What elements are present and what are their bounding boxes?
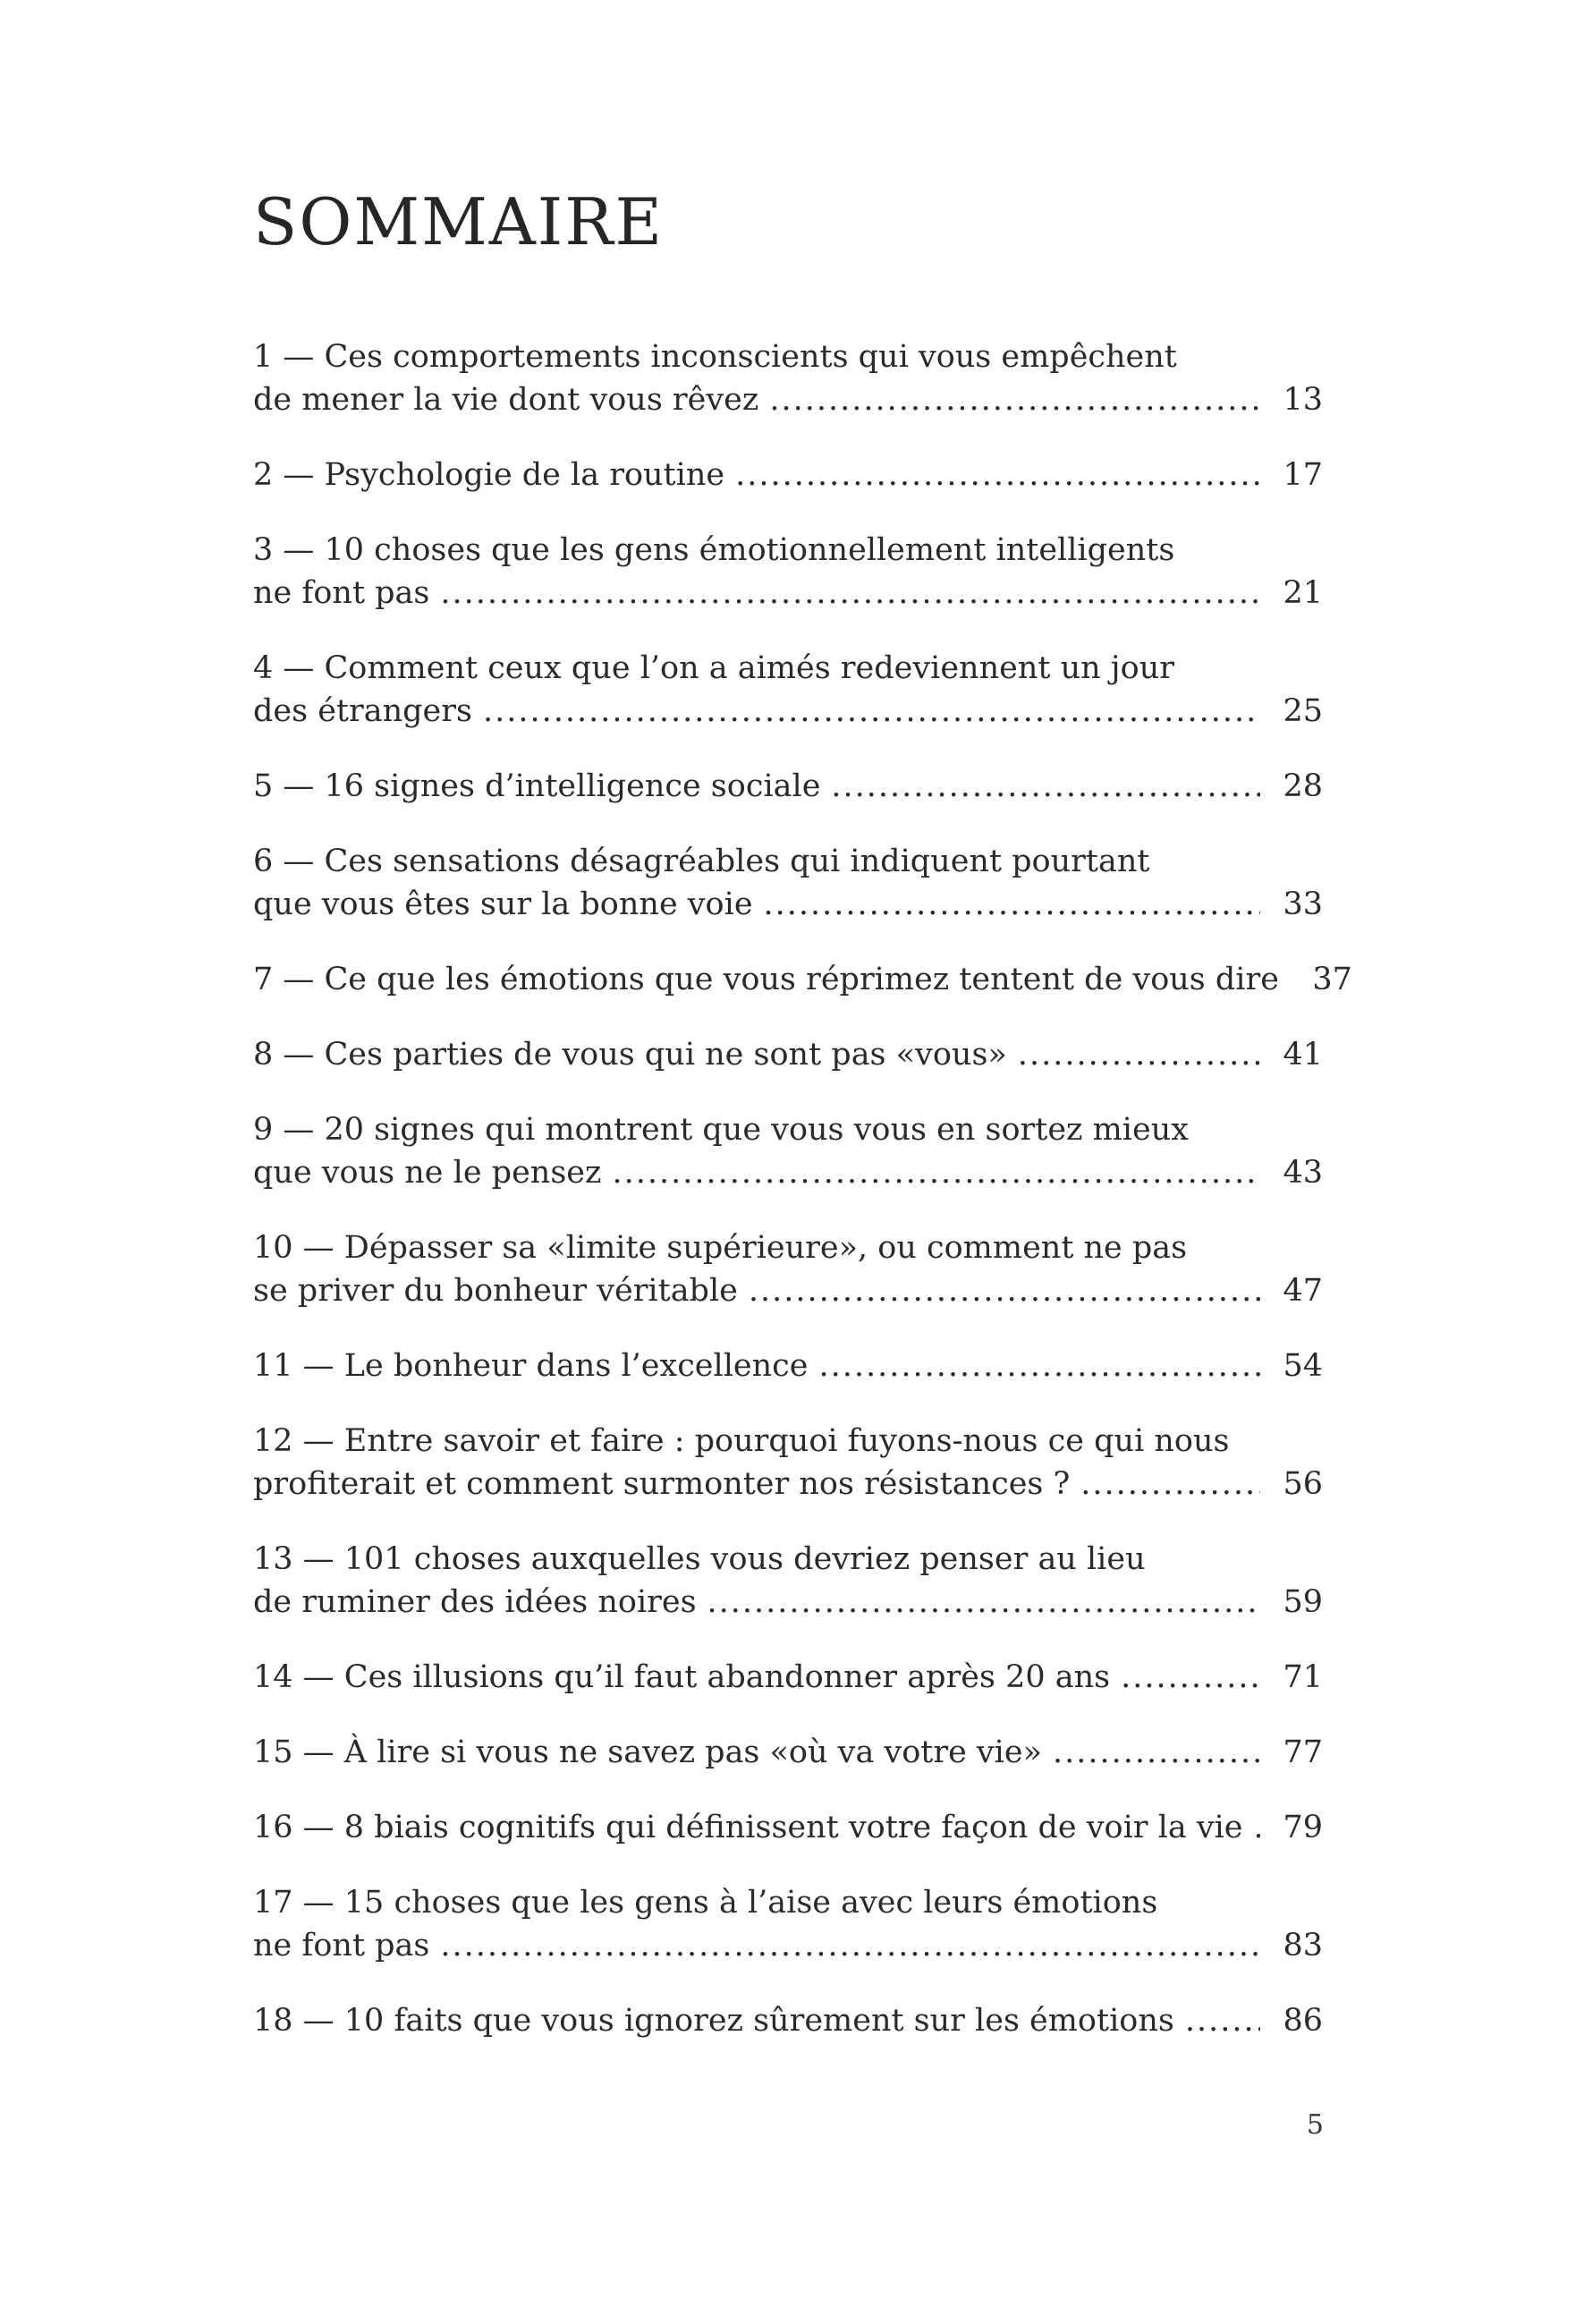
toc-entry-last-line [253, 1151, 1323, 1194]
toc-page-number: 25 [1283, 693, 1323, 729]
dot-leader [483, 690, 1260, 733]
dot-leader [440, 572, 1260, 615]
toc-entry-title-line: 14 — Ces illusions qu’il faut abandonner après 20 ans [253, 1659, 1111, 1695]
dot-leader [749, 1269, 1260, 1312]
toc-entry-title-line: 2 — Psychologie de la routine [253, 457, 725, 493]
dot-leader [769, 378, 1260, 421]
toc-entry-title-line: 18 — 10 faits que vous ignorez sûrement sur les émotions [253, 2003, 1174, 2039]
toc-entry[interactable] [253, 1420, 1323, 1506]
toc-entry-last-line [253, 1924, 1323, 1967]
toc-entry[interactable] [253, 1538, 1323, 1624]
toc-entry-title-line: 15 — À lire si vous ne savez pas «où va votre vie» [253, 1735, 1043, 1770]
toc-page-number: 21 [1283, 575, 1323, 611]
toc-entry-last-line [253, 572, 1323, 615]
toc-entry[interactable] [253, 1731, 1323, 1774]
page-title: SOMMAIRE [253, 184, 665, 259]
toc-entry-last-line [253, 1731, 1323, 1774]
toc-entry-title-line: 11 — Le bonheur dans l’excellence [253, 1348, 809, 1384]
toc-entry-last-line [253, 1033, 1323, 1076]
toc-entry[interactable] [253, 1881, 1323, 1967]
toc-entry-last-line [253, 1999, 1323, 2042]
toc-entry-title-line: 12 — Entre savoir et faire : pourquoi fuyons-nous ce qui nous [253, 1423, 1230, 1459]
toc-page-number: 37 [1312, 962, 1352, 997]
toc-entry-title-line: 9 — 20 signes qui montrent que vous vous en sortez mieux [253, 1112, 1189, 1148]
toc-page-number: 71 [1283, 1659, 1323, 1695]
toc-page-number: 59 [1283, 1584, 1323, 1620]
toc-page-number: 41 [1283, 1037, 1323, 1073]
toc-entry[interactable] [253, 647, 1323, 733]
dot-leader [1053, 1731, 1260, 1774]
toc-entry-last-line [253, 765, 1323, 808]
toc-entry-title-line: des étrangers [253, 693, 472, 729]
toc-entry[interactable] [253, 454, 1323, 496]
toc-entry[interactable] [253, 1806, 1323, 1849]
dot-leader [1254, 1806, 1260, 1849]
dot-leader [818, 1344, 1260, 1387]
page-number: 5 [1306, 2109, 1324, 2141]
toc-entry-last-line [253, 1269, 1323, 1312]
dot-leader [440, 1924, 1260, 1967]
dot-leader [1121, 1656, 1260, 1699]
toc-entry-last-line [253, 378, 1323, 421]
toc-page-number: 77 [1283, 1735, 1323, 1770]
toc-entry-title-line: de mener la vie dont vous rêvez [253, 382, 759, 418]
toc-entry-last-line [253, 690, 1323, 733]
dot-leader [735, 454, 1260, 496]
toc-entry-title-line: 16 — 8 biais cognitifs qui définissent votre façon de voir la vie [253, 1810, 1243, 1845]
toc-page-number: 79 [1283, 1810, 1323, 1845]
toc-entry-title-line: de ruminer des idées noires [253, 1584, 697, 1620]
toc-entry-title-line: 10 — Dépasser sa «limite supérieure», ou comment ne pas [253, 1230, 1188, 1266]
toc-entry-last-line [253, 1656, 1323, 1699]
toc-page-number: 17 [1283, 457, 1323, 493]
toc-entry-title-line: ne font pas [253, 575, 430, 611]
toc-entry-title-line: 7 — Ce que les émotions que vous réprimez tentent de vous dire [253, 962, 1279, 997]
toc-entry[interactable] [253, 1108, 1323, 1194]
toc-entry[interactable] [253, 335, 1323, 421]
toc-page-number: 13 [1283, 382, 1323, 418]
toc-entry[interactable] [253, 1033, 1323, 1076]
toc-entry[interactable] [253, 1999, 1323, 2042]
toc-entry-last-line [253, 958, 1352, 1001]
dot-leader [612, 1151, 1260, 1194]
toc-entry[interactable] [253, 958, 1352, 1001]
toc-entry[interactable] [253, 1656, 1323, 1699]
toc-entry-title-line: que vous ne le pensez [253, 1155, 602, 1191]
toc-entry-last-line [253, 1581, 1323, 1624]
toc-entry[interactable] [253, 840, 1323, 926]
toc-page-number: 43 [1283, 1155, 1323, 1191]
toc-page-number: 56 [1283, 1466, 1323, 1502]
toc-entry-title-line: 3 — 10 choses que les gens émotionnellement intelligents [253, 532, 1175, 568]
dot-leader [831, 765, 1260, 808]
toc-entry[interactable] [253, 765, 1323, 808]
dot-leader [1185, 1999, 1260, 2042]
toc-page-number: 83 [1283, 1928, 1323, 1964]
toc-entry-title-line: ne font pas [253, 1928, 430, 1964]
toc-entry-title-line: que vous êtes sur la bonne voie [253, 886, 753, 922]
toc-entry-title-line: se priver du bonheur véritable [253, 1273, 738, 1309]
dot-leader [764, 883, 1260, 926]
toc-page-number: 47 [1283, 1273, 1323, 1309]
toc-entry-title-line: 17 — 15 choses que les gens à l’aise avec leurs émotions [253, 1885, 1158, 1921]
toc-entry-title-line: 13 — 101 choses auxquelles vous devriez penser au lieu [253, 1541, 1146, 1577]
toc-entry-last-line [253, 1806, 1323, 1849]
toc-page-number: 86 [1283, 2003, 1323, 2039]
toc-entry-title-line: profiterait et comment surmonter nos résistances ? [253, 1466, 1071, 1502]
toc-entry-title-line: 1 — Ces comportements inconscients qui vous empêchent [253, 339, 1177, 375]
toc-entry-title-line: 4 — Comment ceux que l’on a aimés redeviennent un jour [253, 650, 1174, 686]
toc-entry-last-line [253, 454, 1323, 496]
toc-page-number: 54 [1283, 1348, 1323, 1384]
toc-page-number: 28 [1283, 768, 1323, 804]
dot-leader [707, 1581, 1260, 1624]
table-of-contents [253, 335, 1352, 2074]
toc-entry[interactable] [253, 529, 1323, 615]
dot-leader [1080, 1463, 1260, 1506]
toc-entry-last-line [253, 1344, 1323, 1387]
toc-entry[interactable] [253, 1226, 1323, 1312]
toc-entry[interactable] [253, 1344, 1323, 1387]
toc-entry-last-line [253, 883, 1323, 926]
dot-leader [1018, 1033, 1260, 1076]
toc-entry-title-line: 8 — Ces parties de vous qui ne sont pas «vous» [253, 1037, 1007, 1073]
toc-page-number: 33 [1283, 886, 1323, 922]
toc-entry-title-line: 5 — 16 signes d’intelligence sociale [253, 768, 821, 804]
toc-entry-title-line: 6 — Ces sensations désagréables qui indiquent pourtant [253, 844, 1150, 879]
toc-entry-last-line [253, 1463, 1323, 1506]
